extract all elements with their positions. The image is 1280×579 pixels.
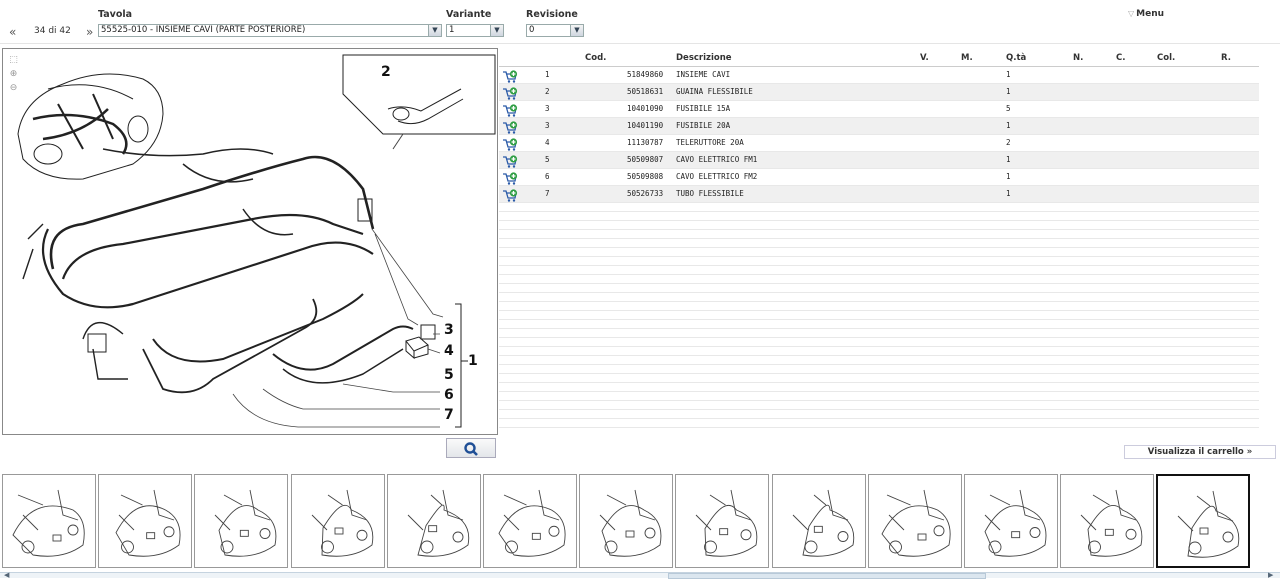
thumbnail-drawing-icon	[965, 475, 1058, 568]
row-part-number: 10401090	[627, 104, 664, 113]
row-cod: 3	[545, 121, 550, 130]
col-qta: Q.tà	[1006, 53, 1027, 63]
table-row	[499, 84, 1259, 101]
variante-select[interactable]	[446, 24, 504, 37]
row-cod: 1	[545, 70, 550, 79]
variante-select-value: 1	[449, 25, 455, 35]
callout-7: 7	[444, 407, 454, 423]
scroll-left-icon[interactable]: ◀	[4, 571, 10, 579]
empty-row	[499, 230, 1259, 239]
empty-row	[499, 365, 1259, 374]
row-part-number: 11130787	[627, 138, 664, 147]
diagram-thumbnail[interactable]	[2, 474, 96, 568]
prev-page-icon[interactable]: «	[9, 25, 17, 39]
row-qty: 1	[1006, 121, 1011, 130]
add-to-cart-icon[interactable]	[502, 104, 518, 118]
callout-4: 4	[444, 343, 454, 359]
menu-triangle-icon: ▽	[1128, 9, 1135, 18]
empty-row	[499, 410, 1259, 419]
callout-5: 5	[444, 367, 454, 383]
empty-row	[499, 284, 1259, 293]
table-row	[499, 101, 1259, 118]
diagram-thumbnail[interactable]	[291, 474, 385, 568]
row-qty: 2	[1006, 138, 1011, 147]
variante-label: Variante	[446, 9, 492, 20]
callout-2: 2	[381, 64, 391, 80]
tavola-select-value: 55525-010 - INSIEME CAVI (PARTE POSTERIORE)	[101, 25, 306, 35]
diagram-thumbnail[interactable]	[194, 474, 288, 568]
empty-row	[499, 293, 1259, 302]
diagram-thumbnail[interactable]	[1060, 474, 1154, 568]
row-part-number: 51849860	[627, 70, 664, 79]
empty-row	[499, 374, 1259, 383]
table-row	[499, 118, 1259, 135]
row-cod: 5	[545, 155, 550, 164]
empty-row	[499, 320, 1259, 329]
empty-row	[499, 329, 1259, 338]
tavola-label: Tavola	[98, 9, 133, 20]
col-cod: Cod.	[585, 53, 607, 63]
diagram-thumbnail[interactable]	[868, 474, 962, 568]
diagram-thumbnail[interactable]	[1156, 474, 1250, 568]
revisione-label: Revisione	[526, 9, 578, 20]
diagram-thumbnail[interactable]	[772, 474, 866, 568]
col-r: R.	[1221, 53, 1231, 63]
col-descrizione: Descrizione	[676, 53, 732, 63]
row-description: TELERUTTORE 20A	[676, 138, 744, 147]
empty-row	[499, 248, 1259, 257]
callout-1: 1	[468, 353, 478, 369]
thumbnail-drawing-icon	[3, 475, 96, 568]
scroll-thumb[interactable]	[668, 573, 986, 579]
toolbar	[0, 0, 1280, 44]
thumbnail-strip	[0, 472, 1280, 572]
empty-row	[499, 239, 1259, 248]
diagram-thumbnail[interactable]	[483, 474, 577, 568]
table-row	[499, 152, 1259, 169]
row-qty: 5	[1006, 104, 1011, 113]
thumbnail-drawing-icon	[869, 475, 962, 568]
empty-row	[499, 356, 1259, 365]
horizontal-scrollbar[interactable]	[0, 572, 1280, 578]
row-part-number: 50509807	[627, 155, 664, 164]
col-v: V.	[920, 53, 929, 63]
thumbnail-drawing-icon	[195, 475, 288, 568]
add-to-cart-icon[interactable]	[502, 87, 518, 101]
menu-button[interactable]	[1128, 9, 1164, 19]
zoom-out-icon[interactable]: ⊖	[9, 83, 18, 93]
col-c: C.	[1116, 53, 1126, 63]
empty-row	[499, 257, 1259, 266]
view-cart-button[interactable]: Visualizza il carrello »	[1124, 445, 1276, 459]
row-cod: 7	[545, 189, 550, 198]
add-to-cart-icon[interactable]	[502, 70, 518, 84]
tavola-select[interactable]	[98, 24, 442, 37]
empty-row	[499, 221, 1259, 230]
col-m: M.	[961, 53, 973, 63]
empty-row	[499, 266, 1259, 275]
empty-row	[499, 275, 1259, 284]
scroll-right-icon[interactable]: ▶	[1268, 571, 1274, 579]
table-header	[499, 50, 1259, 67]
revisione-select-value: 0	[529, 25, 535, 35]
thumbnail-drawing-icon	[773, 475, 866, 568]
diagram-thumbnail[interactable]	[579, 474, 673, 568]
col-col: Col.	[1157, 53, 1176, 63]
chevron-down-icon: ▼	[428, 25, 441, 36]
row-description: TUBO FLESSIBILE	[676, 189, 744, 198]
row-qty: 1	[1006, 87, 1011, 96]
thumbnail-drawing-icon	[99, 475, 192, 568]
row-description: FUSIBILE 15A	[676, 104, 731, 113]
add-to-cart-icon[interactable]	[502, 155, 518, 169]
chevron-down-icon: ▼	[490, 25, 503, 36]
empty-row	[499, 383, 1259, 392]
empty-row	[499, 392, 1259, 401]
callout-6: 6	[444, 387, 454, 403]
empty-row	[499, 212, 1259, 221]
thumbnail-drawing-icon	[388, 475, 481, 568]
empty-row	[499, 203, 1259, 212]
empty-row	[499, 419, 1259, 428]
row-description: CAVO ELETTRICO FM2	[676, 172, 758, 181]
row-part-number: 50526733	[627, 189, 664, 198]
diagram-thumbnail[interactable]	[964, 474, 1058, 568]
add-to-cart-icon[interactable]	[502, 172, 518, 186]
empty-row	[499, 311, 1259, 320]
empty-row	[499, 401, 1259, 410]
row-part-number: 10401190	[627, 121, 664, 130]
row-cod: 4	[545, 138, 550, 147]
menu-label: Menu	[1136, 9, 1165, 19]
table-row	[499, 169, 1259, 186]
zoom-in-icon[interactable]: ⊕	[9, 69, 18, 79]
thumbnail-drawing-icon	[676, 475, 769, 568]
diagram-thumbnail[interactable]	[675, 474, 769, 568]
empty-row	[499, 338, 1259, 347]
exploded-diagram-viewer[interactable]	[2, 48, 498, 435]
row-qty: 1	[1006, 70, 1011, 79]
parts-table	[499, 50, 1259, 428]
table-body	[499, 67, 1259, 428]
thumbnail-drawing-icon	[292, 475, 385, 568]
magnify-button[interactable]	[446, 438, 496, 458]
diagram-thumbnail[interactable]	[387, 474, 481, 568]
row-description: GUAINA FLESSIBILE	[676, 87, 753, 96]
col-n: N.	[1073, 53, 1084, 63]
chevron-down-icon: ▼	[570, 25, 583, 36]
row-qty: 1	[1006, 172, 1011, 181]
magnifier-icon	[447, 439, 497, 459]
empty-row	[499, 302, 1259, 311]
row-part-number: 50509808	[627, 172, 664, 181]
add-to-cart-icon[interactable]	[502, 121, 518, 135]
car-outline-icon	[18, 74, 163, 179]
row-cod: 3	[545, 104, 550, 113]
add-to-cart-icon[interactable]	[502, 138, 518, 152]
row-qty: 1	[1006, 189, 1011, 198]
add-to-cart-icon[interactable]	[502, 189, 518, 203]
thumbnail-drawing-icon	[1158, 476, 1250, 568]
row-description: CAVO ELETTRICO FM1	[676, 155, 758, 164]
row-description: FUSIBILE 20A	[676, 121, 731, 130]
table-row	[499, 135, 1259, 152]
thumbnail-drawing-icon	[1061, 475, 1154, 568]
empty-row	[499, 347, 1259, 356]
fit-icon[interactable]: ⬚	[9, 55, 18, 65]
table-row	[499, 186, 1259, 203]
callout-3: 3	[444, 322, 454, 338]
revisione-select[interactable]	[526, 24, 584, 37]
table-row	[499, 67, 1259, 84]
thumbnail-drawing-icon	[484, 475, 577, 568]
next-page-icon[interactable]: »	[86, 25, 94, 39]
row-description: INSIEME CAVI	[676, 70, 731, 79]
row-cod: 2	[545, 87, 550, 96]
row-part-number: 50518631	[627, 87, 664, 96]
page-counter: 34 di 42	[34, 26, 71, 36]
wiring-harness-diagram	[3, 49, 498, 435]
row-qty: 1	[1006, 155, 1011, 164]
row-cod: 6	[545, 172, 550, 181]
diagram-thumbnail[interactable]	[98, 474, 192, 568]
thumbnail-drawing-icon	[580, 475, 673, 568]
